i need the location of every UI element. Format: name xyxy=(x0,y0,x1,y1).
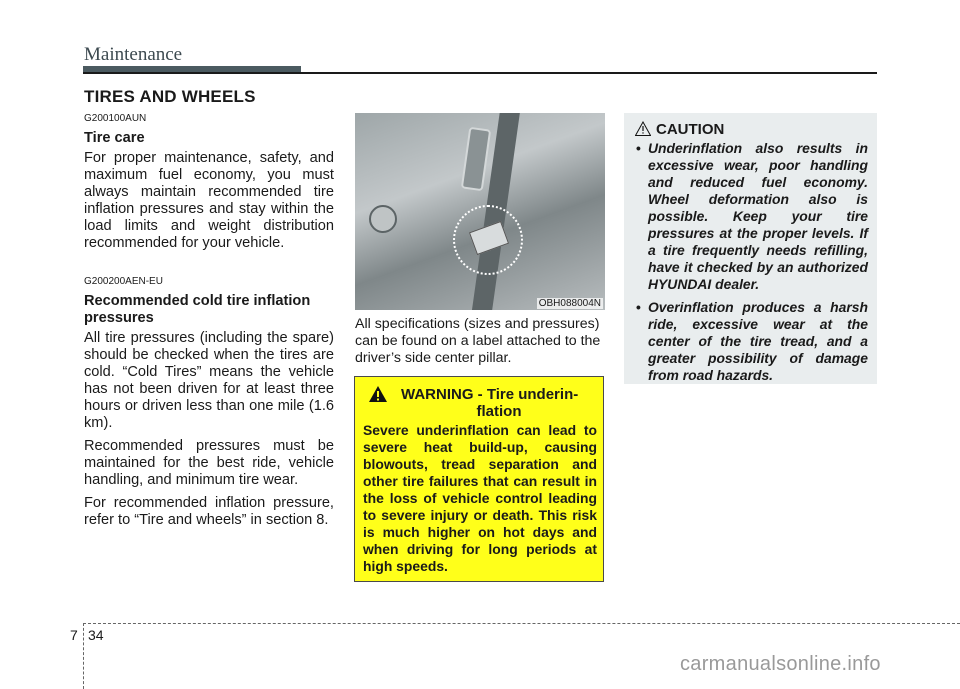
door-knob-shape xyxy=(369,205,397,233)
door-pillar-illustration xyxy=(355,113,605,310)
left-column xyxy=(84,113,334,535)
paragraph: All tire pressures (including the spare) should be checked when the tires are cold. “Cold Tires” means the vehicle has not been driven for at least three hours or driven less than one mile (1.6 km). xyxy=(84,330,334,431)
section-header: Maintenance xyxy=(84,44,183,65)
caution-box xyxy=(624,113,877,384)
section-code: G200100AUN xyxy=(84,113,147,124)
warning-box xyxy=(354,376,604,582)
caution-item xyxy=(634,140,868,293)
header-rule xyxy=(83,72,877,74)
cold-pressure-block xyxy=(84,276,334,529)
caution-item-text: Underinflation also results in excessive wear, poor handling and reduced fuel economy. Wheel deformation also is possible. Keep your tire pressures at the proper levels. If a tire frequently needs refilling, have it checked by an authorized HYUNDAI dealer. xyxy=(648,140,868,292)
paragraph: For proper maintenance, safety, and maximum fuel economy, you must always maintain recommended tire inflation pressures and stay within the load limits and weight distribution recommended for your vehicle. xyxy=(84,150,334,251)
caution-item-text: Overinflation produces a harsh ride, excessive wear at the center of the tire tread, and a greater possibility of damage from road hazards. xyxy=(648,299,868,383)
warning-title xyxy=(363,386,597,420)
page-title: TIRES AND WHEELS xyxy=(84,87,256,106)
caution-item xyxy=(634,299,868,384)
subheading-cold-pressures: Recommended cold tire inflation pressures xyxy=(84,293,311,326)
caution-title xyxy=(634,121,868,139)
vent-shape xyxy=(461,127,491,191)
caution-triangle-icon xyxy=(635,121,651,136)
page-number: 34 xyxy=(88,627,104,643)
watermark: carmanualsonline.info xyxy=(680,653,881,675)
footer-rule xyxy=(83,623,960,624)
caution-list xyxy=(634,140,868,384)
warning-title-line1: WARNING - Tire underin- xyxy=(401,386,579,403)
section-code: G200200AEN-EU xyxy=(84,276,163,287)
footer-divider xyxy=(83,623,84,689)
bullet: • xyxy=(636,140,641,156)
highlight-circle xyxy=(453,205,523,275)
warning-body: Severe underinflation can lead to severe heat build-up, causing blowouts, tread separation and other tire failures that can result in the loss of vehicle control leading to severe injury or death. This risk is much higher on hot days and when driving for long periods at high speeds. xyxy=(363,422,597,574)
figure-caption: All specifications (sizes and pressures) can be found on a label attached to the driver’s side center pillar. xyxy=(355,316,601,366)
paragraph: For recommended inflation pressure, refer to “Tire and wheels” in section 8. xyxy=(84,495,334,528)
warning-triangle-icon xyxy=(369,386,387,402)
paragraph: Recommended pressures must be maintained for the best ride, vehicle handling, and minimum tire wear. xyxy=(84,438,334,488)
warning-title-line2: flation xyxy=(476,403,522,420)
chapter-number: 7 xyxy=(70,627,78,643)
caution-title-text: CAUTION xyxy=(656,121,725,138)
subheading-tire-care: Tire care xyxy=(84,130,145,146)
figure-code: OBH088004N xyxy=(538,298,601,309)
tire-care-block xyxy=(84,113,334,252)
bullet: • xyxy=(636,299,641,315)
